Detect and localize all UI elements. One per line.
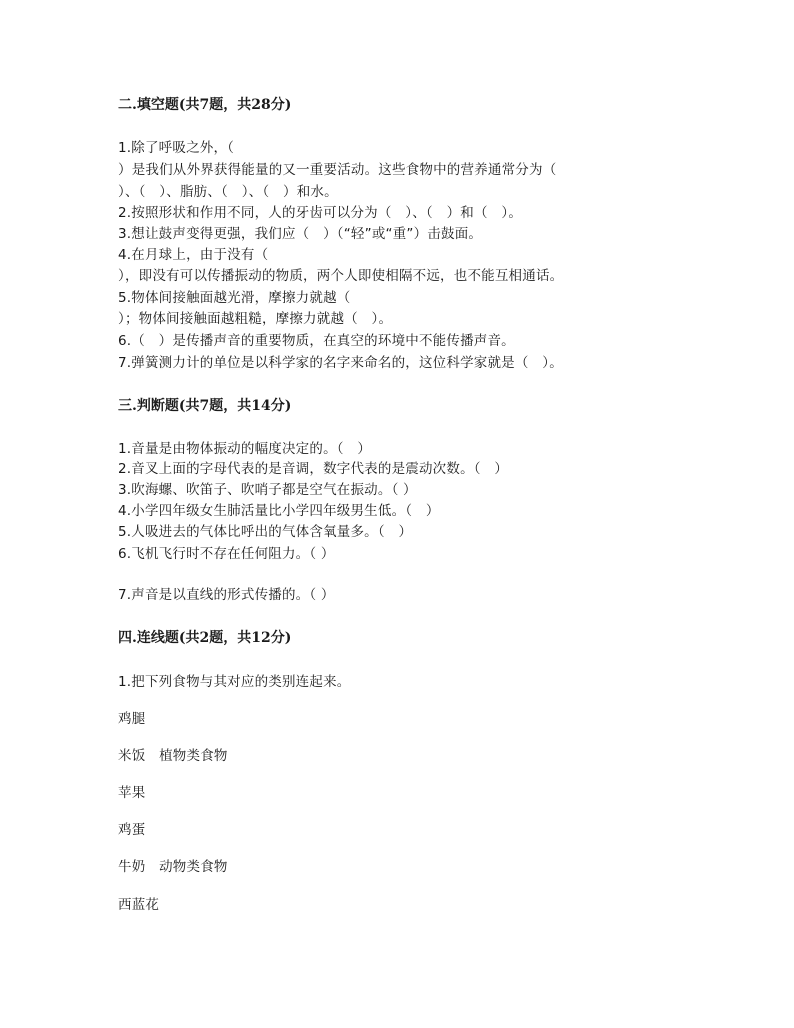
question-line: 3.想让鼓声变得更强，我们应（ ）（“轻”或“重”）击鼓面。 (118, 226, 483, 242)
question-line: ）是我们从外界获得能量的又一重要活动。这些食物中的营养通常分为（ (118, 162, 557, 178)
question-line: 1.音量是由物体振动的幅度决定的。（ ） (118, 441, 372, 457)
matching-item: 牛奶 动物类食物 (118, 859, 228, 875)
question-line: 4.在月球上，由于没有（ (118, 247, 269, 263)
matching-item: 鸡腿 (118, 711, 146, 727)
question-line: 5.物体间接触面越光滑，摩擦力就越（ (118, 290, 351, 306)
question-line: 3.吹海螺、吹笛子、吹哨子都是空气在振动。（ ） (118, 482, 417, 498)
question-line: 5.人吸进去的气体比呼出的气体含氧量多。（ ） (118, 524, 413, 540)
section-title-fill-blank: 二.填空题(共7题，共28分) (118, 97, 292, 113)
section-title-true-false: 三.判断题(共7题，共14分) (118, 398, 292, 414)
question-line: ），即没有可以传播振动的物质，两个人即使相隔不远，也不能互相通话。 (118, 268, 564, 284)
question-line: 2.音叉上面的字母代表的是音调，数字代表的是震动次数。（ ） (118, 461, 509, 477)
question-line: 6.（ ）是传播声音的重要物质，在真空的环境中不能传播声音。 (118, 333, 515, 349)
matching-item: 鸡蛋 (118, 822, 146, 838)
question-line: 6.飞机飞行时不存在任何阻力。（ ） (118, 546, 335, 562)
question-line: 7.弹簧测力计的单位是以科学家的名字来命名的，这位科学家就是（ ）。 (118, 355, 563, 371)
matching-item: 米饭 植物类食物 (118, 748, 228, 764)
question-line: ）、（ ）、脂肪、（ ）、（ ）和水。 (118, 184, 338, 200)
matching-question: 1.把下列食物与其对应的类别连起来。 (118, 674, 351, 690)
question-line: 2.按照形状和作用不同，人的牙齿可以分为（ ）、（ ）和（ ）。 (118, 205, 523, 221)
question-line: 7.声音是以直线的形式传播的。（ ） (118, 587, 335, 603)
section-title-matching: 四.连线题(共2题，共12分) (118, 630, 292, 646)
matching-item: 苹果 (118, 785, 146, 801)
question-line: ）；物体间接触面越粗糙，摩擦力就越（ ）。 (118, 311, 393, 327)
matching-item: 西蓝花 (118, 897, 160, 913)
question-line: 1.除了呼吸之外，（ (118, 140, 235, 156)
question-line: 4.小学四年级女生肺活量比小学四年级男生低。（ ） (118, 503, 440, 519)
